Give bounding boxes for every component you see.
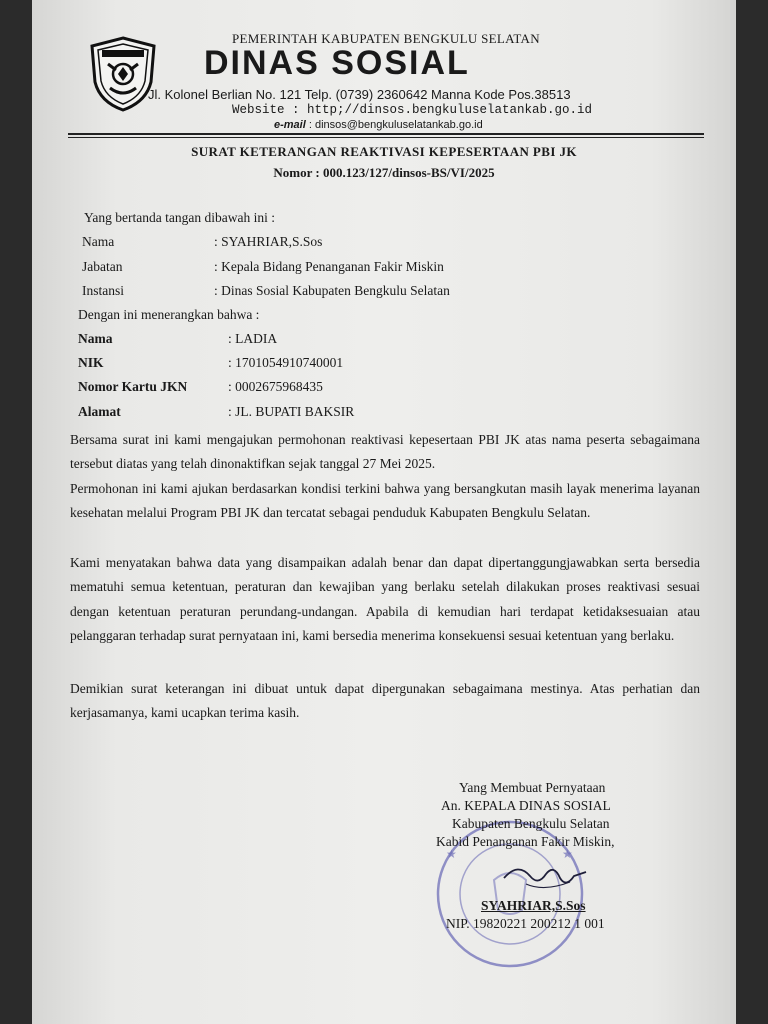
subject-address-label: Alamat — [78, 404, 121, 419]
signer-position-value: : Kepala Bidang Penanganan Fakir Miskin — [214, 259, 444, 274]
signer-institution-label: Instansi — [82, 283, 124, 298]
closing-line-4: Kabid Penanganan Fakir Miskin, — [436, 834, 615, 849]
closing-line-1: Yang Membuat Pernyataan — [459, 780, 606, 795]
paragraph-statement: Kami menyatakan bahwa data yang disampaikan adalah benar dan dapat dipertanggungjawabkan serta bersedia mematuhi semua ketentuan, peraturan dan kewajiban yang berlaku setelah dilakukan proses reaktivasi sesuai dengan ketentuan peraturan perundang-undangan. Apabila di kemudian hari terdapat ketidaksesuaian atau pelanggaran terhadap surat pernyataan ini, kami bersedia menerima konsekuensi sesuai ketentuan yang berlaku. — [70, 555, 700, 643]
subject-address-value: : JL. BUPATI BAKSIR — [228, 404, 355, 419]
signer-nip: NIP. 19820221 200212 1 001 — [446, 916, 605, 931]
agency-name: DINAS SOSIAL — [204, 44, 470, 82]
government-name: PEMERINTAH KABUPATEN BENGKULU SELATAN — [232, 31, 540, 46]
handwritten-signature-icon — [500, 856, 590, 896]
letter-page — [32, 0, 736, 1024]
paragraph-request: Bersama surat ini kami mengajukan permohonan reaktivasi kepesertaan PBI JK atas nama peserta sebagaimana tersebut diatas yang telah dinonaktifkan sejak tanggal 27 Mei 2025. — [70, 432, 700, 472]
signer-signature-name: SYAHRIAR,S.Sos — [481, 898, 586, 913]
paragraph-closing: Demikian surat keterangan ini dibuat untuk dapat dipergunakan sebagaimana mestinya. Atas perhatian dan kerjasamanya, kami ucapkan terima kasih. — [70, 681, 700, 721]
agency-email — [274, 119, 483, 131]
letterhead-rule-thin — [68, 137, 704, 138]
subject-name-value: : LADIA — [228, 331, 278, 346]
closing-line-3: Kabupaten Bengkulu Selatan — [452, 816, 610, 831]
subject-jkn-value: : 0002675968435 — [228, 379, 323, 394]
svg-text:★: ★ — [562, 847, 573, 861]
document-number: Nomor : 000.123/127/dinsos-BS/VI/2025 — [273, 165, 495, 180]
email-value: : dinsos@bengkuluselatankab.go.id — [308, 119, 483, 131]
agency-address: Jl. Kolonel Berlian No. 121 Telp. (0739) 2360642 Manna Kode Pos.38513 — [148, 87, 571, 102]
subject-jkn-label: Nomor Kartu JKN — [78, 379, 188, 394]
svg-text:★: ★ — [446, 847, 457, 861]
signer-name-value: : SYAHRIAR,S.Sos — [214, 234, 323, 249]
agency-website: Website : http;//dinsos.bengkuluselatankab.go.id — [232, 103, 593, 117]
subject-nik-value: : 1701054910740001 — [228, 355, 344, 370]
signer-name-label: Nama — [82, 234, 115, 249]
signer-institution-value: : Dinas Sosial Kabupaten Bengkulu Selatan — [214, 283, 450, 298]
paragraph-reason: Permohonan ini kami ajukan berdasarkan kondisi terkini bahwa yang bersangkutan masih layak menerima layanan kesehatan melalui Program PBI JK dan tercatat sebagai penduduk Kabupaten Bengkulu Selatan. — [70, 481, 700, 521]
document-title: SURAT KETERANGAN REAKTIVASI KEPESERTAAN PBI JK — [191, 144, 577, 159]
email-label: e-mail — [274, 119, 306, 131]
closing-line-2: An. KEPALA DINAS SOSIAL — [441, 798, 611, 813]
subject-name-label: Nama — [78, 331, 113, 346]
subject-intro: Dengan ini menerangkan bahwa : — [78, 307, 260, 322]
subject-nik-label: NIK — [78, 355, 104, 370]
letterhead-rule-thick — [68, 133, 704, 135]
signer-position-label: Jabatan — [82, 259, 123, 274]
signer-intro: Yang bertanda tangan dibawah ini : — [84, 210, 275, 225]
